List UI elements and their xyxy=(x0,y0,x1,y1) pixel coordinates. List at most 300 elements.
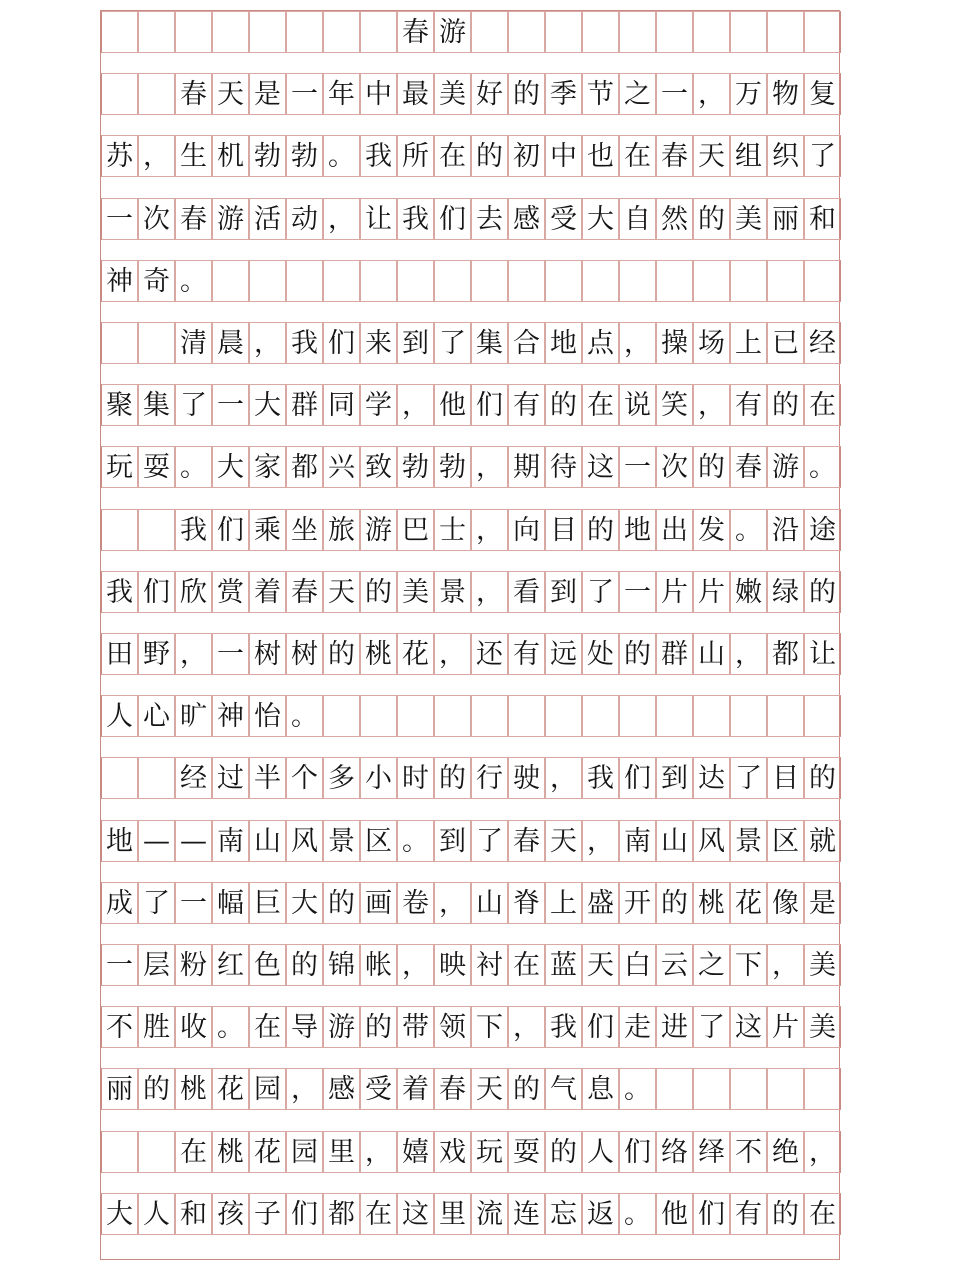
grid-cell xyxy=(360,695,397,737)
grid-cell: 一 xyxy=(212,384,249,426)
grid-cell: 点 xyxy=(582,322,619,364)
grid-cell: 。 xyxy=(323,135,360,177)
grid-cell: 勃 xyxy=(397,446,434,488)
grid-cell: 大 xyxy=(286,882,323,924)
grid-cell: 白 xyxy=(619,944,656,986)
grid-cell xyxy=(471,260,508,302)
grid-cell xyxy=(286,11,323,53)
essay-line xyxy=(101,1068,839,1110)
grid-cell: 幅 xyxy=(212,882,249,924)
grid-cell: 园 xyxy=(286,1131,323,1173)
grid-cell: 们 xyxy=(582,1006,619,1048)
grid-cell: 嫩 xyxy=(730,571,767,613)
grid-cell: 。 xyxy=(286,695,323,737)
grid-cell: 络 xyxy=(656,1131,693,1173)
grid-cell xyxy=(360,11,397,53)
grid-cell: 经 xyxy=(804,322,841,364)
grid-cell: 到 xyxy=(656,757,693,799)
grid-cell xyxy=(545,695,582,737)
grid-cell: 地 xyxy=(619,509,656,551)
grid-cell: 游 xyxy=(323,1006,360,1048)
grid-cell: 勃 xyxy=(434,446,471,488)
grid-cell: 云 xyxy=(656,944,693,986)
writing-grid-paper xyxy=(100,10,840,1260)
grid-cell: 耍 xyxy=(508,1131,545,1173)
grid-cell: 乘 xyxy=(249,509,286,551)
grid-cell xyxy=(101,1131,138,1173)
grid-cell: 达 xyxy=(693,757,730,799)
grid-cell: 的 xyxy=(804,757,841,799)
grid-cell xyxy=(767,11,804,53)
grid-cell: 次 xyxy=(656,446,693,488)
grid-cell: 受 xyxy=(360,1068,397,1110)
grid-cell: 机 xyxy=(212,135,249,177)
grid-cell: 有 xyxy=(730,384,767,426)
grid-cell xyxy=(360,260,397,302)
grid-cell: 好 xyxy=(471,73,508,115)
grid-cell: 神 xyxy=(101,260,138,302)
grid-cell: 有 xyxy=(508,633,545,675)
grid-cell: 都 xyxy=(286,446,323,488)
grid-cell: 着 xyxy=(249,571,286,613)
grid-cell: 春 xyxy=(656,135,693,177)
grid-cell: 巴 xyxy=(397,509,434,551)
grid-cell: 天 xyxy=(323,571,360,613)
grid-cell: 一 xyxy=(619,571,656,613)
grid-cell: 了 xyxy=(693,1006,730,1048)
grid-cell: ， xyxy=(175,633,212,675)
grid-cell xyxy=(175,11,212,53)
grid-cell xyxy=(138,509,175,551)
grid-cell: 胜 xyxy=(138,1006,175,1048)
grid-cell: 的 xyxy=(471,135,508,177)
grid-cell: 目 xyxy=(545,509,582,551)
grid-cell xyxy=(323,695,360,737)
grid-cell: 在 xyxy=(508,944,545,986)
grid-cell: 处 xyxy=(582,633,619,675)
grid-cell: ， xyxy=(286,1068,323,1110)
grid-cell: 发 xyxy=(693,509,730,551)
grid-cell: 卷 xyxy=(397,882,434,924)
grid-cell: 美 xyxy=(730,198,767,240)
grid-cell: 盛 xyxy=(582,882,619,924)
grid-cell: 让 xyxy=(360,198,397,240)
grid-cell: ， xyxy=(471,446,508,488)
grid-cell: 收 xyxy=(175,1006,212,1048)
grid-cell: 大 xyxy=(212,446,249,488)
grid-cell: 在 xyxy=(582,384,619,426)
grid-cell: 我 xyxy=(101,571,138,613)
grid-cell xyxy=(101,757,138,799)
grid-cell: 出 xyxy=(656,509,693,551)
grid-cell: 次 xyxy=(138,198,175,240)
grid-cell xyxy=(730,1068,767,1110)
essay-line xyxy=(101,1006,839,1048)
grid-cell: 玩 xyxy=(471,1131,508,1173)
grid-cell xyxy=(545,260,582,302)
grid-cell: 我 xyxy=(545,1006,582,1048)
grid-cell: 都 xyxy=(767,633,804,675)
grid-cell: 的 xyxy=(286,944,323,986)
grid-cell: 初 xyxy=(508,135,545,177)
grid-cell: 苏 xyxy=(101,135,138,177)
grid-cell: 期 xyxy=(508,446,545,488)
grid-cell: 们 xyxy=(286,1193,323,1235)
grid-cell xyxy=(138,73,175,115)
grid-cell: 忘 xyxy=(545,1193,582,1235)
grid-cell: 中 xyxy=(360,73,397,115)
grid-cell: ， xyxy=(397,944,434,986)
grid-cell: 的 xyxy=(138,1068,175,1110)
grid-cell: 经 xyxy=(175,757,212,799)
grid-cell: 野 xyxy=(138,633,175,675)
grid-cell: 已 xyxy=(767,322,804,364)
grid-cell: 了 xyxy=(434,322,471,364)
grid-cell: 戏 xyxy=(434,1131,471,1173)
grid-cell: 南 xyxy=(619,820,656,862)
grid-cell xyxy=(767,260,804,302)
grid-cell: 花 xyxy=(212,1068,249,1110)
essay-line xyxy=(101,1131,839,1173)
grid-cell: 所 xyxy=(397,135,434,177)
grid-cell: 了 xyxy=(582,571,619,613)
grid-cell: 之 xyxy=(693,944,730,986)
grid-cell xyxy=(138,1131,175,1173)
grid-cell: 的 xyxy=(323,633,360,675)
grid-cell: 脊 xyxy=(508,882,545,924)
grid-cell: 连 xyxy=(508,1193,545,1235)
grid-cell: 们 xyxy=(434,198,471,240)
grid-cell: 笑 xyxy=(656,384,693,426)
grid-cell xyxy=(101,11,138,53)
grid-cell: 让 xyxy=(804,633,841,675)
grid-cell: ， xyxy=(249,322,286,364)
grid-cell: 勃 xyxy=(249,135,286,177)
grid-cell: 有 xyxy=(730,1193,767,1235)
grid-cell xyxy=(804,260,841,302)
grid-cell: 层 xyxy=(138,944,175,986)
grid-cell: 下 xyxy=(730,944,767,986)
grid-cell: 旷 xyxy=(175,695,212,737)
grid-cell: 成 xyxy=(101,882,138,924)
grid-cell: 在 xyxy=(804,384,841,426)
grid-cell: 的 xyxy=(360,1006,397,1048)
grid-cell: 的 xyxy=(804,571,841,613)
grid-cell: 丽 xyxy=(101,1068,138,1110)
grid-cell: 天 xyxy=(693,135,730,177)
grid-cell: 说 xyxy=(619,384,656,426)
grid-cell: 学 xyxy=(360,384,397,426)
grid-cell: 看 xyxy=(508,571,545,613)
grid-cell: 帐 xyxy=(360,944,397,986)
grid-cell: 大 xyxy=(582,198,619,240)
grid-cell: 大 xyxy=(101,1193,138,1235)
grid-cell: 地 xyxy=(545,322,582,364)
grid-cell: 色 xyxy=(249,944,286,986)
grid-cell: 勃 xyxy=(286,135,323,177)
grid-cell xyxy=(212,11,249,53)
grid-cell: 到 xyxy=(545,571,582,613)
grid-cell: 欣 xyxy=(175,571,212,613)
grid-cell: 花 xyxy=(730,882,767,924)
grid-cell: 织 xyxy=(767,135,804,177)
grid-cell: 活 xyxy=(249,198,286,240)
grid-cell: 神 xyxy=(212,695,249,737)
grid-cell: ， xyxy=(434,633,471,675)
grid-cell: 春 xyxy=(434,1068,471,1110)
grid-cell: 家 xyxy=(249,446,286,488)
grid-cell: 群 xyxy=(656,633,693,675)
grid-cell: 美 xyxy=(804,1006,841,1048)
grid-cell: 同 xyxy=(323,384,360,426)
grid-cell: 节 xyxy=(582,73,619,115)
grid-cell xyxy=(249,260,286,302)
grid-cell: ， xyxy=(471,509,508,551)
grid-cell: 不 xyxy=(730,1131,767,1173)
grid-cell xyxy=(582,260,619,302)
grid-cell: 里 xyxy=(434,1193,471,1235)
essay-line xyxy=(101,882,839,924)
grid-cell: 集 xyxy=(471,322,508,364)
grid-cell xyxy=(804,1068,841,1110)
grid-cell: 怡 xyxy=(249,695,286,737)
grid-cell: 这 xyxy=(397,1193,434,1235)
grid-cell: 山 xyxy=(693,633,730,675)
grid-cell: 驶 xyxy=(508,757,545,799)
grid-cell: 的 xyxy=(656,882,693,924)
grid-cell: 感 xyxy=(508,198,545,240)
grid-cell: 有 xyxy=(508,384,545,426)
grid-cell xyxy=(138,757,175,799)
grid-cell: 。 xyxy=(397,820,434,862)
grid-cell xyxy=(619,260,656,302)
grid-cell: 的 xyxy=(582,509,619,551)
essay-line xyxy=(101,571,839,613)
grid-cell: 小 xyxy=(360,757,397,799)
grid-cell xyxy=(323,11,360,53)
grid-cell: 了 xyxy=(175,384,212,426)
grid-cell: 游 xyxy=(212,198,249,240)
grid-cell: 们 xyxy=(619,757,656,799)
grid-cell: ， xyxy=(619,322,656,364)
grid-cell: ， xyxy=(138,135,175,177)
grid-cell xyxy=(397,260,434,302)
grid-cell xyxy=(656,1068,693,1110)
grid-cell xyxy=(730,11,767,53)
grid-cell: 息 xyxy=(582,1068,619,1110)
grid-cell: 在 xyxy=(434,135,471,177)
grid-cell: 像 xyxy=(767,882,804,924)
essay-line xyxy=(101,633,839,675)
grid-cell xyxy=(101,509,138,551)
grid-cell: 。 xyxy=(212,1006,249,1048)
grid-cell xyxy=(804,695,841,737)
grid-cell xyxy=(619,11,656,53)
grid-cell: 桃 xyxy=(175,1068,212,1110)
grid-cell: ， xyxy=(693,384,730,426)
grid-cell: 春 xyxy=(175,198,212,240)
grid-cell: 过 xyxy=(212,757,249,799)
grid-cell: 玩 xyxy=(101,446,138,488)
grid-cell: 们 xyxy=(323,322,360,364)
grid-cell: 游 xyxy=(360,509,397,551)
grid-cell: 丽 xyxy=(767,198,804,240)
grid-cell: 山 xyxy=(656,820,693,862)
essay-line xyxy=(101,198,839,240)
grid-cell: 了 xyxy=(730,757,767,799)
grid-cell: 清 xyxy=(175,322,212,364)
grid-cell xyxy=(434,695,471,737)
grid-cell xyxy=(508,695,545,737)
grid-cell: 带 xyxy=(397,1006,434,1048)
grid-cell: 。 xyxy=(619,1068,656,1110)
grid-cell: 天 xyxy=(471,1068,508,1110)
grid-cell: 向 xyxy=(508,509,545,551)
grid-cell: 聚 xyxy=(101,384,138,426)
grid-cell: 待 xyxy=(545,446,582,488)
grid-cell: 兴 xyxy=(323,446,360,488)
grid-cell: 去 xyxy=(471,198,508,240)
grid-cell: 途 xyxy=(804,509,841,551)
grid-cell: ， xyxy=(693,73,730,115)
grid-cell: 我 xyxy=(397,198,434,240)
grid-cell: ， xyxy=(545,757,582,799)
grid-cell: 人 xyxy=(138,1193,175,1235)
grid-cell: 大 xyxy=(249,384,286,426)
essay-line xyxy=(101,73,839,115)
grid-cell: 到 xyxy=(434,820,471,862)
grid-cell: 游 xyxy=(767,446,804,488)
title-row xyxy=(101,11,839,53)
grid-cell: 美 xyxy=(434,73,471,115)
grid-cell: 耍 xyxy=(138,446,175,488)
grid-cell: 景 xyxy=(730,820,767,862)
grid-cell xyxy=(656,11,693,53)
grid-cell: ， xyxy=(767,944,804,986)
grid-cell: 他 xyxy=(434,384,471,426)
grid-cell: 树 xyxy=(286,633,323,675)
grid-cell: 我 xyxy=(175,509,212,551)
grid-cell: 绿 xyxy=(767,571,804,613)
grid-cell: 春 xyxy=(286,571,323,613)
grid-cell: 在 xyxy=(804,1193,841,1235)
grid-cell: 春 xyxy=(508,820,545,862)
grid-cell: 个 xyxy=(286,757,323,799)
grid-cell: 孩 xyxy=(212,1193,249,1235)
grid-cell xyxy=(471,695,508,737)
grid-cell: 的 xyxy=(767,384,804,426)
grid-cell: 流 xyxy=(471,1193,508,1235)
grid-cell: 自 xyxy=(619,198,656,240)
essay-line xyxy=(101,944,839,986)
grid-cell: 合 xyxy=(508,322,545,364)
grid-cell: 季 xyxy=(545,73,582,115)
grid-cell: 嬉 xyxy=(397,1131,434,1173)
grid-cell: 。 xyxy=(619,1193,656,1235)
grid-cell xyxy=(212,260,249,302)
grid-cell: 景 xyxy=(434,571,471,613)
grid-cell xyxy=(693,11,730,53)
grid-cell: 天 xyxy=(545,820,582,862)
grid-cell: 中 xyxy=(545,135,582,177)
grid-cell xyxy=(434,260,471,302)
grid-cell: 来 xyxy=(360,322,397,364)
grid-cell: 园 xyxy=(249,1068,286,1110)
grid-cell: 致 xyxy=(360,446,397,488)
grid-cell: 的 xyxy=(508,1068,545,1110)
grid-cell: ， xyxy=(434,882,471,924)
grid-cell: 巨 xyxy=(249,882,286,924)
grid-cell: 坐 xyxy=(286,509,323,551)
grid-cell: 风 xyxy=(286,820,323,862)
grid-cell: 是 xyxy=(249,73,286,115)
grid-cell: 游 xyxy=(434,11,471,53)
grid-cell: 生 xyxy=(175,135,212,177)
grid-cell xyxy=(545,11,582,53)
grid-cell xyxy=(693,1068,730,1110)
grid-cell: 山 xyxy=(471,882,508,924)
grid-cell: 这 xyxy=(730,1006,767,1048)
grid-cell xyxy=(508,260,545,302)
grid-cell: 群 xyxy=(286,384,323,426)
grid-cell: — xyxy=(138,820,175,862)
grid-cell: 和 xyxy=(175,1193,212,1235)
grid-cell: 区 xyxy=(360,820,397,862)
grid-cell xyxy=(767,695,804,737)
grid-cell: 年 xyxy=(323,73,360,115)
grid-cell xyxy=(582,695,619,737)
essay-line xyxy=(101,384,839,426)
grid-cell: 了 xyxy=(804,135,841,177)
grid-cell: 奇 xyxy=(138,260,175,302)
grid-cell xyxy=(730,695,767,737)
grid-cell xyxy=(323,260,360,302)
grid-cell: 返 xyxy=(582,1193,619,1235)
grid-cell: 的 xyxy=(693,198,730,240)
essay-line xyxy=(101,135,839,177)
grid-cell xyxy=(286,260,323,302)
grid-cell xyxy=(693,695,730,737)
essay-line xyxy=(101,260,839,302)
grid-cell: 片 xyxy=(693,571,730,613)
essay-line xyxy=(101,820,839,862)
grid-cell xyxy=(101,73,138,115)
grid-cell: ， xyxy=(471,571,508,613)
grid-cell: 天 xyxy=(212,73,249,115)
essay-line xyxy=(101,1193,839,1235)
grid-cell: ， xyxy=(397,384,434,426)
grid-cell: 花 xyxy=(397,633,434,675)
grid-cell: 映 xyxy=(434,944,471,986)
grid-cell: 的 xyxy=(619,633,656,675)
grid-cell: 导 xyxy=(286,1006,323,1048)
grid-cell: 心 xyxy=(138,695,175,737)
grid-cell: 走 xyxy=(619,1006,656,1048)
grid-cell: 都 xyxy=(323,1193,360,1235)
grid-cell xyxy=(101,322,138,364)
grid-cell: 春 xyxy=(730,446,767,488)
grid-cell: 最 xyxy=(397,73,434,115)
grid-cell xyxy=(397,695,434,737)
grid-cell: 的 xyxy=(545,1131,582,1173)
grid-cell: 桃 xyxy=(212,1131,249,1173)
grid-cell: 了 xyxy=(471,820,508,862)
grid-cell xyxy=(804,11,841,53)
grid-cell: 桃 xyxy=(693,882,730,924)
grid-cell: 山 xyxy=(249,820,286,862)
grid-cell: 受 xyxy=(545,198,582,240)
grid-cell: 感 xyxy=(323,1068,360,1110)
